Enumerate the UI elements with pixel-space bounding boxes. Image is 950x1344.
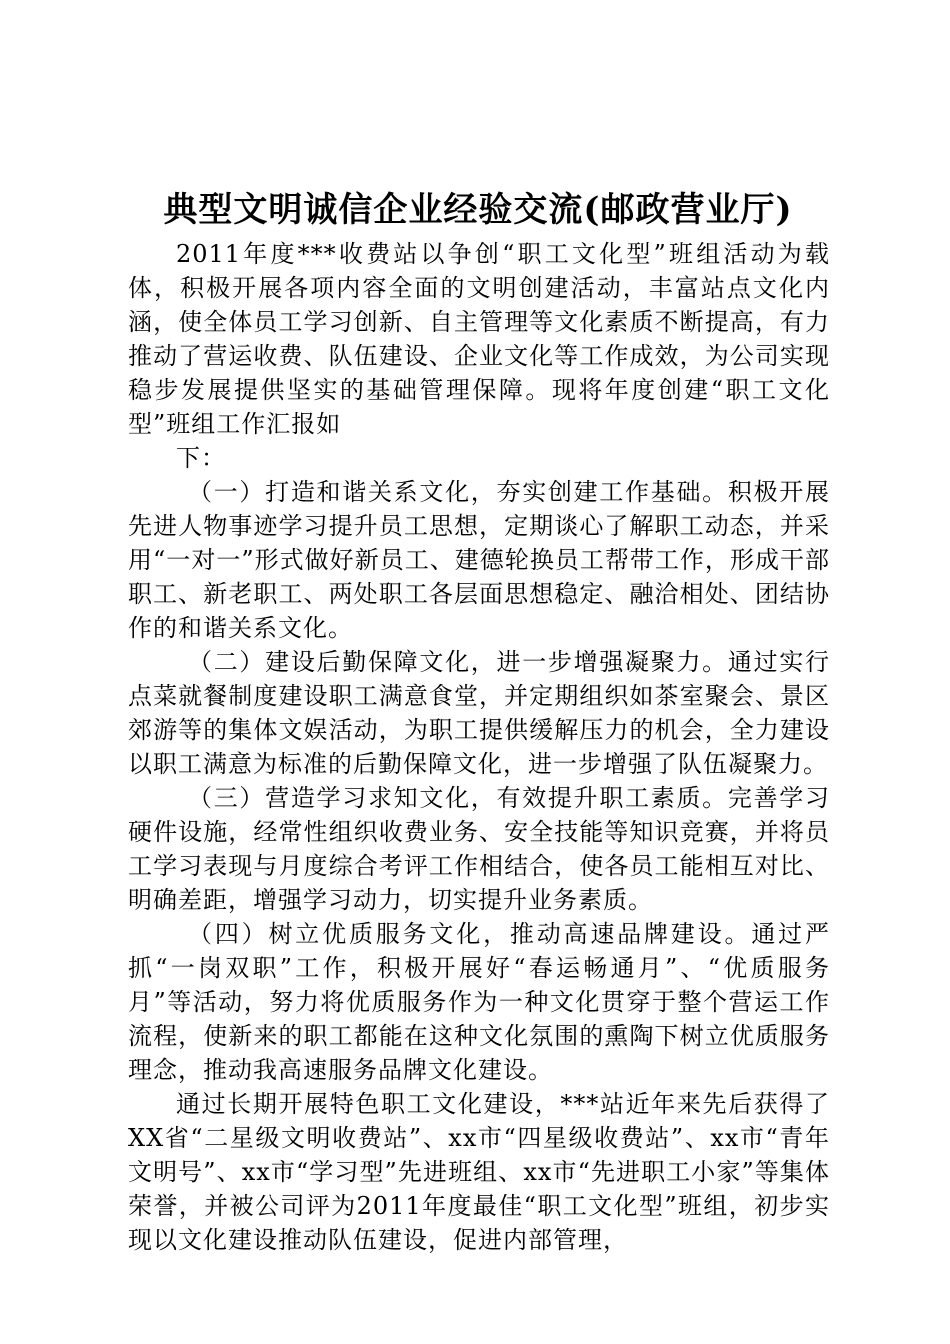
paragraph-section-2: （二）建设后勤保障文化，进一步增强凝聚力。通过实行点菜就餐制度建设职工满意食堂，并定期组织如茶室聚会、景区郊游等的集体文娱活动，为职工提供缓解压力的机会，全力建设以职工满意为标准的后勤保障文化，进一步增强了队伍凝聚力。 — [128, 648, 830, 778]
paragraph-summary: 通过长期开展特色职工文化建设，***站近年来先后获得了XX省“二星级文明收费站”、xx市“四星级收费站”、xx市“青年文明号”、xx市“学习型”先进班组、xx市“先进职工小家”等集体荣誉，并被公司评为2011年度最佳“职工文化型”班组，初步实现以文化建设推动队伍建设，促进内部管理， — [128, 1090, 830, 1254]
paragraph-section-1: （一）打造和谐关系文化，夯实创建工作基础。积极开展先进人物事迹学习提升员工思想，定期谈心了解职工动态，并采用“一对一”形式做好新员工、建德轮换员工帮带工作，形成干部职工、新老职工、两处职工各层面思想稳定、融洽相处、团结协作的和谐关系文化。 — [128, 478, 830, 642]
document-title: 典型文明诚信企业经验交流(邮政营业厅) — [163, 190, 793, 230]
paragraph-section-3: （三）营造学习求知文化，有效提升职工素质。完善学习硬件设施，经常性组织收费业务、安全技能等知识竞赛，并将员工学习表现与月度综合考评工作相结合，使各员工能相互对比、明确差距，增强学习动力，切实提升业务素质。 — [128, 784, 830, 914]
paragraph-intro: 2011年度***收费站以争创“职工文化型”班组活动为载体，积极开展各项内容全面的文明创建活动，丰富站点文化内涵，使全体员工学习创新、自主管理等文化素质不断提高，有力推动了营运收费、队伍建设、企业文化等工作成效，为公司实现稳步发展提供坚实的基础管理保障。现将年度创建“职工文化型”班组工作汇报如 — [128, 240, 830, 438]
paragraph-section-4: （四）树立优质服务文化，推动高速品牌建设。通过严抓“一岗双职”工作，积极开展好“春运畅通月”、“优质服务月”等活动，努力将优质服务作为一种文化贯穿于整个营运工作流程，使新来的职工都能在这种文化氛围的熏陶下树立优质服务理念，推动我高速服务品牌文化建设。 — [128, 920, 830, 1084]
document-body — [128, 237, 830, 1257]
paragraph-intro-continuation: 下： — [176, 444, 226, 472]
